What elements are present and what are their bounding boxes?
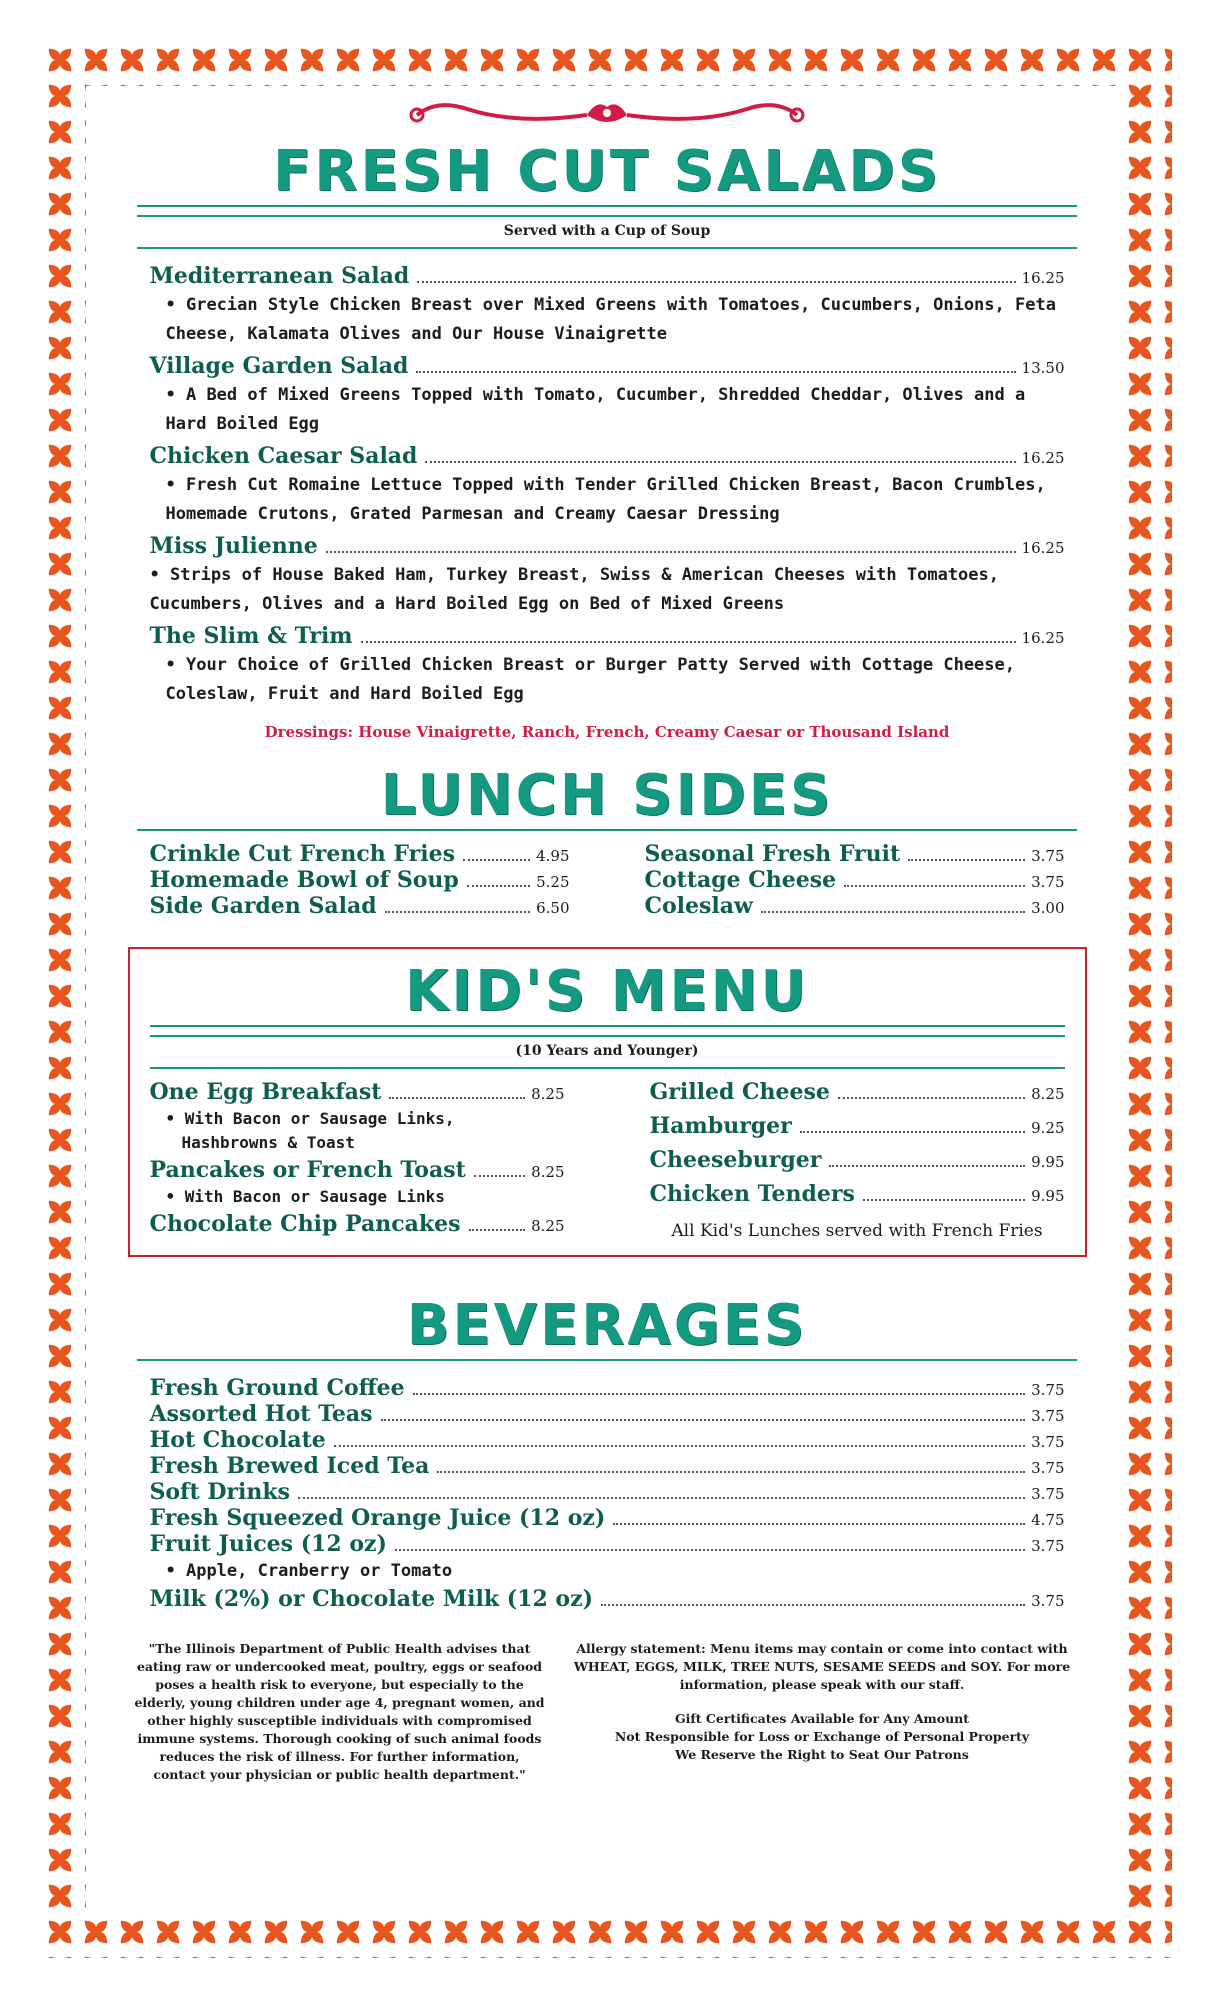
item-price: 16.25 — [1021, 629, 1065, 647]
menu-item — [150, 1079, 565, 1105]
item-description: • Fresh Cut Romaine Lettuce Topped with Tender Grilled Chicken Breast, Bacon Crumbles, Homemade Crutons, Grated Parmesan and Creamy Caesar Dressing — [165, 475, 1046, 524]
item-price: 3.75 — [1031, 1592, 1065, 1610]
dot-leader — [395, 1549, 1025, 1551]
item-price: 3.00 — [1031, 899, 1065, 917]
item-price: 6.50 — [536, 899, 570, 917]
item-name: Coleslaw — [644, 893, 753, 919]
menu-item — [150, 353, 1065, 379]
item-price: 16.25 — [1021, 539, 1065, 557]
sides-columns — [150, 841, 1065, 919]
item-name: One Egg Breakfast — [149, 1079, 382, 1105]
kids-rule-bottom — [150, 1067, 1065, 1069]
item-name: Grilled Cheese — [649, 1079, 830, 1105]
dot-leader — [829, 1165, 1025, 1167]
menu-item — [650, 1113, 1065, 1139]
dot-leader — [389, 1097, 525, 1099]
item-name: Chicken Tenders — [649, 1181, 855, 1207]
beverages-rule — [137, 1359, 1077, 1361]
item-price: 3.75 — [1031, 1485, 1065, 1503]
seating-note: We Reserve the Right to Seat Our Patrons — [675, 1747, 969, 1762]
sides-title: LUNCH SIDES — [380, 763, 834, 828]
menu-item — [150, 1479, 1065, 1505]
salads-title: FRESH CUT SALADS — [272, 139, 942, 204]
item-price: 3.75 — [1031, 1407, 1065, 1425]
dot-leader — [437, 1471, 1025, 1473]
menu-item — [150, 1453, 1065, 1479]
item-price: 3.75 — [1031, 873, 1065, 891]
dot-leader — [474, 1175, 525, 1177]
dot-leader — [469, 1229, 526, 1231]
gift-certificates-note: Gift Certificates Available for Any Amount — [674, 1711, 970, 1726]
item-price: 9.95 — [1031, 1153, 1065, 1171]
item-price: 3.75 — [1031, 1381, 1065, 1399]
item-name: Fresh Ground Coffee — [149, 1375, 405, 1401]
dot-leader — [467, 885, 530, 887]
item-name: Chicken Caesar Salad — [149, 443, 418, 469]
item-price: 5.25 — [536, 873, 570, 891]
item-price: 3.75 — [1031, 1459, 1065, 1477]
menu-item — [645, 867, 1065, 893]
menu-item — [150, 1505, 1065, 1531]
item-price: 3.75 — [1031, 1433, 1065, 1451]
menu-item — [150, 841, 570, 867]
menu-item — [150, 1401, 1065, 1427]
item-description: Hashbrowns & Toast — [181, 1133, 355, 1152]
item-description: • A Bed of Mixed Greens Topped with Tomato, Cucumber, Shredded Cheddar, Olives and a Hard Boiled Egg — [165, 385, 1026, 434]
item-name: Fresh Brewed Iced Tea — [149, 1453, 430, 1479]
dot-leader — [413, 1393, 1025, 1395]
item-name: Hamburger — [649, 1113, 792, 1139]
item-price: 8.25 — [531, 1217, 565, 1235]
salads-subtitle: Served with a Cup of Soup — [503, 223, 711, 239]
menu-item — [150, 867, 570, 893]
menu-content — [100, 95, 1114, 1784]
dot-leader — [381, 1419, 1026, 1421]
dressings-note: Dressings: House Vinaigrette, Ranch, French, Creamy Caesar or Thousand Island — [264, 723, 950, 741]
kids-title: KID'S MENU — [404, 959, 809, 1024]
menu-item — [650, 1079, 1065, 1105]
menu-item — [150, 443, 1065, 469]
dot-leader — [298, 1497, 1025, 1499]
sides-left-column — [150, 841, 570, 919]
dot-leader — [417, 281, 1015, 283]
item-price: 13.50 — [1021, 359, 1065, 377]
dot-leader — [361, 641, 1016, 643]
item-name: Mediterranean Salad — [149, 263, 410, 289]
dot-leader — [908, 859, 1025, 861]
scroll-ornament — [100, 95, 1114, 139]
kids-subtitle: (10 Years and Younger) — [515, 1043, 699, 1059]
item-description: • Apple, Cranberry or Tomato — [165, 1561, 453, 1581]
item-name: Assorted Hot Teas — [149, 1401, 373, 1427]
dot-leader — [844, 885, 1025, 887]
dot-leader — [761, 911, 1025, 913]
menu-item — [150, 1586, 1065, 1612]
item-name: Hot Chocolate — [149, 1427, 326, 1453]
menu-item — [645, 841, 1065, 867]
dot-leader — [416, 371, 1015, 373]
menu-item — [150, 1531, 1065, 1557]
menu-item — [150, 1157, 565, 1183]
dot-leader — [800, 1131, 1025, 1133]
item-description: • Your Choice of Grilled Chicken Breast or Burger Patty Served with Cottage Cheese, Coleslaw, Fruit and Hard Boiled Egg — [165, 655, 1015, 704]
menu-item — [645, 893, 1065, 919]
dot-leader — [863, 1199, 1025, 1201]
sides-right-column — [645, 841, 1065, 919]
item-name: Soft Drinks — [149, 1479, 290, 1505]
item-price: 3.75 — [1031, 1537, 1065, 1555]
item-name: Miss Julienne — [149, 533, 318, 559]
menu-item — [650, 1181, 1065, 1207]
item-price: 16.25 — [1021, 449, 1065, 467]
kids-menu-box — [128, 947, 1087, 1257]
dot-leader — [613, 1523, 1025, 1525]
item-price: 8.25 — [1031, 1085, 1065, 1103]
health-advisory-text: "The Illinois Department of Public Health advises that eating raw or undercooked meat, poultry, eggs or seafood poses a health risk to everyone, but especially to the elderly, young children under age 4, pregnant women, and other highly susceptible individuals with compromised immune systems. Thorough cooking of such animal foods reduces the risk of illness. For further information, contact your physician or public health department." — [134, 1641, 545, 1782]
item-name: The Slim & Trim — [149, 623, 353, 649]
kids-fries-note: All Kid's Lunches served with French Fries — [671, 1221, 1043, 1241]
menu-item — [150, 893, 570, 919]
item-description: • Strips of House Baked Ham, Turkey Breast, Swiss & American Cheeses with Tomatoes, Cucumbers, Olives and a Hard Boiled Egg on Bed of Mixed Greens — [149, 565, 999, 614]
item-description: • Grecian Style Chicken Breast over Mixed Greens with Tomatoes, Cucumbers, Onions, Feta Cheese, Kalamata Olives and Our House Vinaigrette — [165, 295, 1056, 344]
dot-leader — [334, 1445, 1025, 1447]
item-name: Side Garden Salad — [149, 893, 377, 919]
kids-right-column — [650, 1079, 1065, 1241]
allergy-statement: Allergy statement: Menu items may contain or come into contact with WHEAT, EGGS, MILK, TREE NUTS, SESAME SEEDS and SOY. For more information, please speak with our staff. — [573, 1641, 1071, 1692]
kids-rule — [150, 1025, 1065, 1037]
menu-item — [650, 1147, 1065, 1173]
kids-columns — [150, 1079, 1065, 1241]
item-price: 9.95 — [1031, 1187, 1065, 1205]
dot-leader — [326, 551, 1016, 553]
item-price: 3.75 — [1031, 847, 1065, 865]
responsibility-note: Not Responsible for Loss or Exchange of Personal Property — [614, 1729, 1030, 1744]
footer — [132, 1640, 1082, 1784]
dot-leader — [425, 461, 1015, 463]
item-description: • With Bacon or Sausage Links — [165, 1187, 445, 1206]
dot-leader — [601, 1604, 1025, 1606]
item-name: Homemade Bowl of Soup — [149, 867, 459, 893]
item-name: Pancakes or French Toast — [149, 1157, 466, 1183]
item-price: 9.25 — [1031, 1119, 1065, 1137]
item-name: Fresh Squeezed Orange Juice (12 oz) — [149, 1505, 606, 1531]
menu-item — [150, 623, 1065, 649]
dot-leader — [463, 859, 530, 861]
kids-left-column — [150, 1079, 565, 1241]
allergy-and-policies — [562, 1640, 1082, 1784]
menu-item — [150, 1427, 1065, 1453]
item-price: 16.25 — [1021, 269, 1065, 287]
item-name: Cheeseburger — [649, 1147, 822, 1173]
sides-rule — [137, 829, 1077, 831]
item-price: 4.95 — [536, 847, 570, 865]
item-name: Crinkle Cut French Fries — [149, 841, 455, 867]
item-name: Milk (2%) or Chocolate Milk (12 oz) — [149, 1586, 593, 1612]
menu-item — [150, 533, 1065, 559]
item-name: Cottage Cheese — [644, 867, 837, 893]
beverages-title: BEVERAGES — [406, 1293, 808, 1358]
item-name: Chocolate Chip Pancakes — [149, 1211, 461, 1237]
menu-item — [150, 1375, 1065, 1401]
dot-leader — [385, 911, 531, 913]
item-name: Village Garden Salad — [149, 353, 409, 379]
menu-item — [150, 263, 1065, 289]
item-description: • With Bacon or Sausage Links, — [165, 1109, 455, 1128]
item-price: 8.25 — [531, 1085, 565, 1103]
salads-rule-bottom — [137, 247, 1077, 249]
item-price: 8.25 — [531, 1163, 565, 1181]
item-name: Seasonal Fresh Fruit — [644, 841, 901, 867]
item-price: 4.75 — [1031, 1511, 1065, 1529]
salads-rule — [137, 205, 1077, 217]
dot-leader — [838, 1097, 1025, 1099]
item-name: Fruit Juices (12 oz) — [149, 1531, 387, 1557]
health-advisory — [132, 1640, 547, 1784]
menu-item — [150, 1211, 565, 1237]
